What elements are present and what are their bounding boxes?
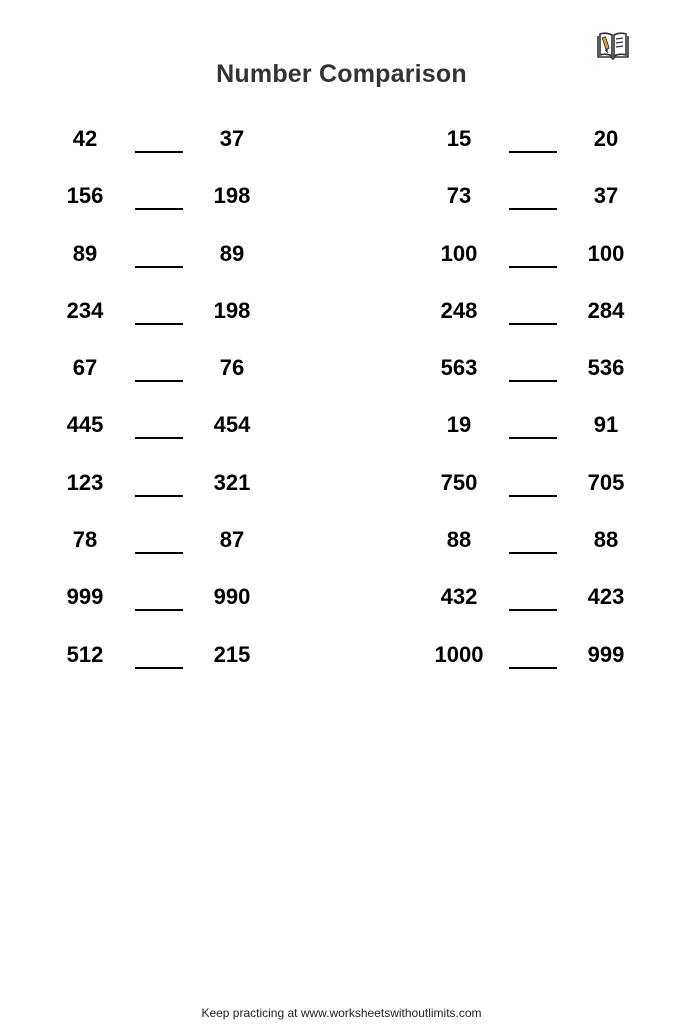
second-number: 705 <box>587 469 625 495</box>
answer-blank[interactable] <box>135 208 183 210</box>
answer-blank[interactable] <box>509 208 557 210</box>
first-number: 445 <box>66 412 104 438</box>
answer-blank[interactable] <box>135 380 183 382</box>
comparison-row <box>404 465 683 522</box>
first-number: 123 <box>66 469 104 495</box>
second-number: 76 <box>219 355 245 381</box>
comparison-row <box>404 236 683 293</box>
second-number: 999 <box>587 641 625 667</box>
first-number: 512 <box>66 641 104 667</box>
first-number: 89 <box>72 240 98 266</box>
answer-blank[interactable] <box>135 266 183 268</box>
comparison-row <box>404 121 683 178</box>
answer-blank[interactable] <box>509 266 557 268</box>
first-number: 19 <box>446 412 472 438</box>
first-number: 1000 <box>434 641 484 667</box>
first-number: 432 <box>440 584 478 610</box>
answer-blank[interactable] <box>509 552 557 554</box>
second-number: 88 <box>593 527 619 553</box>
comparison-row <box>30 637 330 694</box>
comparison-row <box>30 579 330 636</box>
second-number: 321 <box>213 469 251 495</box>
comparison-row <box>404 350 683 407</box>
second-number: 37 <box>219 126 245 151</box>
answer-blank[interactable] <box>135 495 183 497</box>
first-number: 100 <box>440 240 478 266</box>
first-number: 78 <box>72 527 98 553</box>
answer-blank[interactable] <box>135 552 183 554</box>
comparison-row <box>30 293 330 350</box>
first-number: 750 <box>440 469 478 495</box>
comparison-row <box>404 579 683 636</box>
comparison-row <box>30 236 330 293</box>
second-number: 100 <box>587 240 625 266</box>
answer-blank[interactable] <box>135 609 183 611</box>
comparison-row <box>30 121 330 178</box>
comparison-row <box>30 350 330 407</box>
second-number: 91 <box>593 412 619 438</box>
second-number: 284 <box>587 297 625 323</box>
second-number: 536 <box>587 355 625 381</box>
first-number: 999 <box>66 584 104 610</box>
first-number: 15 <box>446 126 472 151</box>
comparison-row <box>404 293 683 350</box>
first-number: 42 <box>72 126 98 151</box>
comparison-row <box>30 407 330 464</box>
second-number: 423 <box>587 584 625 610</box>
second-number: 990 <box>213 584 251 610</box>
second-number: 89 <box>219 240 245 266</box>
answer-blank[interactable] <box>509 495 557 497</box>
comparison-row <box>404 522 683 579</box>
answer-blank[interactable] <box>509 380 557 382</box>
first-number: 563 <box>440 355 478 381</box>
answer-blank[interactable] <box>509 437 557 439</box>
answer-blank[interactable] <box>135 667 183 669</box>
answer-blank[interactable] <box>509 323 557 325</box>
first-number: 234 <box>66 297 104 323</box>
second-number: 20 <box>593 126 619 151</box>
footer-text: Keep practicing at www.worksheetswithoutlimits.com <box>201 1006 482 1020</box>
comparison-row <box>30 522 330 579</box>
first-number: 73 <box>446 183 472 209</box>
second-number: 87 <box>219 527 245 553</box>
answer-blank[interactable] <box>135 323 183 325</box>
page-title: Number Comparison <box>216 60 467 88</box>
answer-blank[interactable] <box>509 609 557 611</box>
comparison-row <box>30 465 330 522</box>
comparison-row <box>404 178 683 235</box>
comparison-row <box>404 637 683 694</box>
second-number: 198 <box>213 183 251 209</box>
second-number: 37 <box>593 183 619 209</box>
right-problem-column <box>404 121 683 694</box>
answer-blank[interactable] <box>135 437 183 439</box>
second-number: 215 <box>213 641 251 667</box>
second-number: 454 <box>213 412 251 438</box>
first-number: 88 <box>446 527 472 553</box>
answer-blank[interactable] <box>135 151 183 153</box>
comparison-row <box>404 407 683 464</box>
book-pencil-icon <box>596 30 630 62</box>
first-number: 248 <box>440 297 478 323</box>
second-number: 198 <box>213 297 251 323</box>
first-number: 156 <box>66 183 104 209</box>
comparison-row <box>30 178 330 235</box>
answer-blank[interactable] <box>509 667 557 669</box>
answer-blank[interactable] <box>509 151 557 153</box>
left-problem-column <box>30 121 330 694</box>
first-number: 67 <box>72 355 98 381</box>
